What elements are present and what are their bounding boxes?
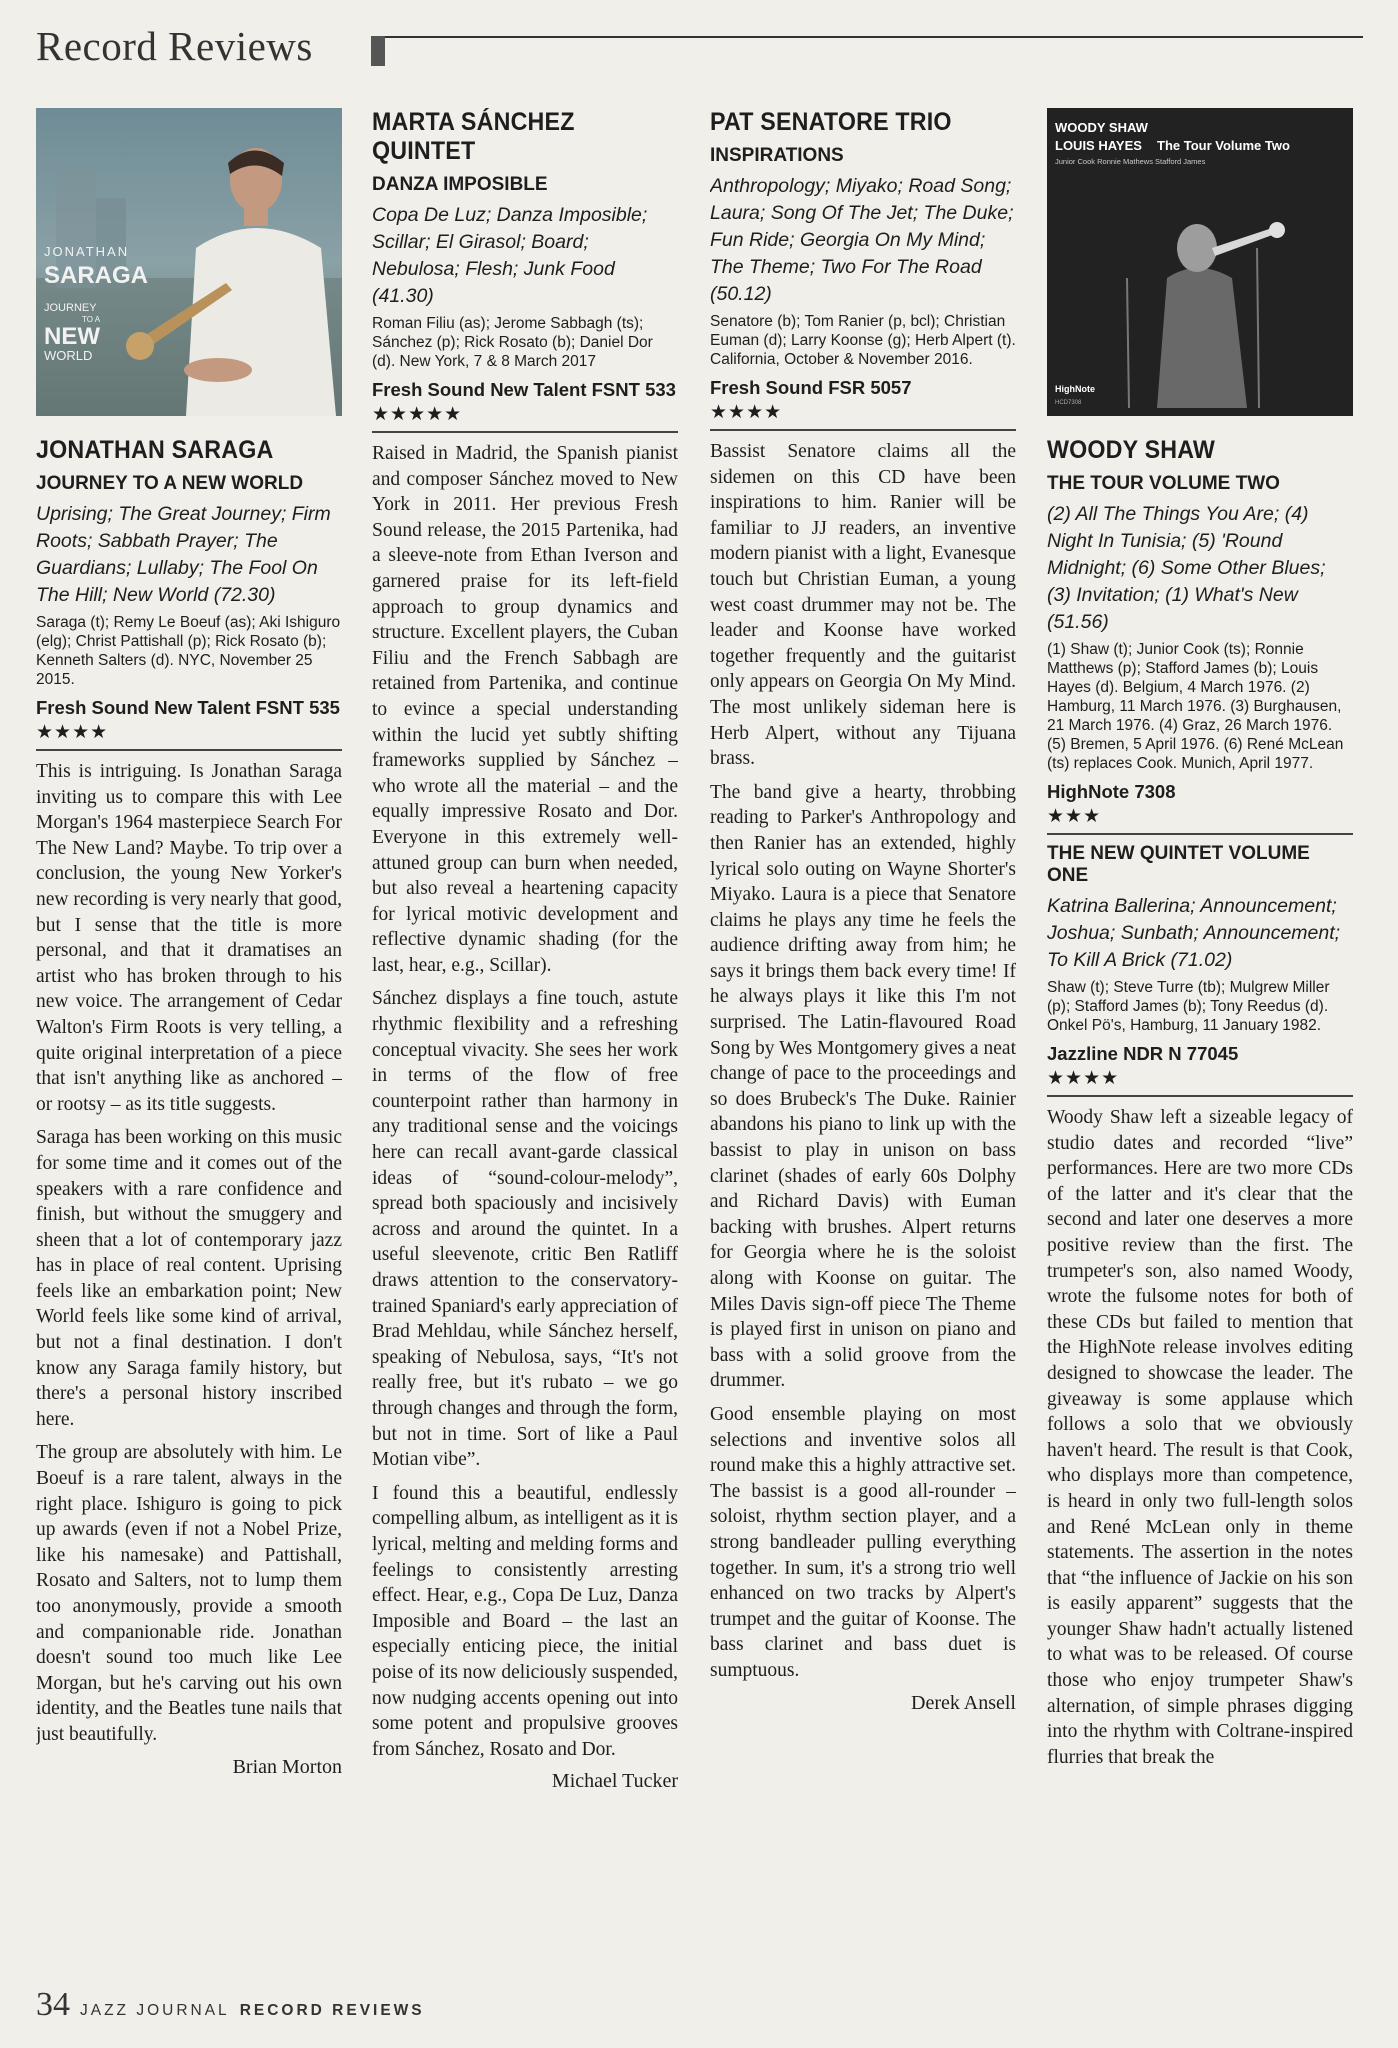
svg-text:TO A: TO A <box>82 315 101 324</box>
star-rating: ★★★★★ <box>372 403 678 433</box>
album-title-2: THE NEW QUINTET VOLUME ONE <box>1047 843 1310 886</box>
page-footer <box>36 1986 425 2024</box>
track-list: Uprising; The Great Journey; Firm Roots; Sabbath Prayer; The Guardians; Lullaby; The Fool On The Hill; New World (72.30) <box>36 503 331 606</box>
paragraph: I found this a beautiful, endlessly compelling album, as intelligent as it is lyrical, melting and melding forms and feelings to consistently arresting effect. Hear, e.g., Copa De Luz, Danza Imposible and Board – the last an especially enticing piece, the initial poise of its now deliciously suspended, now nudging accents opening out into some potent and propulsive grooves from Sánchez, Rosato and Dor. <box>372 1482 678 1760</box>
paragraph: Good ensemble playing on most selections and inventive solos all round make this a highly attractive set. The bassist is a good all-rounder – soloist, rhythm section player, and a strong bandleader pulling everything together. In sum, it's a strong trio well enhanced on two tracks by Alpert's trumpet and the guitar of Koonse. The bass clarinet and bass duet is sumptuous. <box>710 1403 1016 1681</box>
record-label: Fresh Sound New Talent FSNT 535 <box>36 697 340 718</box>
album-cover-woody-shaw <box>1047 108 1353 416</box>
record-label: HighNote 7308 <box>1047 781 1176 802</box>
section-name-text: RECORD REVIEWS <box>239 2002 425 2019</box>
track-list: Anthropology; Miyako; Road Song; Laura; Song Of The Jet; The Duke; Fun Ride; Georgia On My Mind; The Theme; Two For The Road (50.12) <box>710 175 1014 305</box>
paragraph: Saraga has been working on this music for some time and it comes out of the speakers with a rare confidence and finish, but without the smuggery and sheen that a lot of contemporary jazz has in place of real content. Uprising feels like an embarkation point; New World feels like some kind of arrival, but not a final destination. I don't know any Saraga family history, but there's a personal history inscribed here. <box>36 1127 342 1430</box>
title-bar-decoration <box>371 36 385 66</box>
paragraph: The band give a hearty, throbbing reading to Parker's Anthropology and then Ranier has an extended, highly lyrical solo outing on Wayne Shorter's Miyako. Laura is a piece that Senatore claims he plays any time he feels the audience drifting away from him; he says it brings them back every time! If he always plays it like this I'm not surprised. The Latin-flavoured Road Song by Wes Montgomery gives a neat change of pace to the proceedings and so does Brubeck's The Duke. Rainier abandons his piano to link up with the bassist to play in unison on bass clarinet (shades of early 60s Dolphy and Richard Davis) with Euman backing with brushes. Alpert returns for Georgia where he is the soloist along with Koonse on guitar. The Miles Davis sign-off piece The Theme is played first in unison on piano and bass with a solid groove from the drummer. <box>710 781 1016 1392</box>
star-rating: ★★★★ <box>36 721 342 751</box>
album-title: JOURNEY TO A NEW WORLD <box>36 473 304 494</box>
star-rating: ★★★★ <box>710 401 1016 431</box>
personnel: Roman Filiu (as); Jerome Sabbagh (ts); Sánchez (p); Rick Rosato (b); Daniel Dor (d). New York, 7 & 8 March 2017 <box>372 315 653 370</box>
svg-text:JONATHAN: JONATHAN <box>44 244 130 259</box>
magazine-name: JAZZ JOURNAL <box>80 2002 230 2019</box>
track-list-2: Katrina Ballerina; Announcement; Joshua; Sunbath; Announcement; To Kill A Brick (71.02) <box>1047 895 1341 971</box>
svg-text:NEW: NEW <box>44 323 100 350</box>
personnel: (1) Shaw (t); Junior Cook (ts); Ronnie Matthews (p); Stafford James (b); Louis Hayes (d). Belgium, 4 March 1976. (2) Hamburg, 11 March 1976. (3) Burghausen, 21 March 1976. (4) Graz, 26 March 1976. (5) Bremen, 5 April 1976. (6) René McLean (ts) replaces Cook. Munich, April 1977. <box>1047 641 1344 772</box>
reviewer-name: Brian Morton <box>232 1755 342 1778</box>
track-list: Copa De Luz; Danza Imposible; Scillar; El Girasol; Board; Nebulosa; Flesh; Junk Food (41.30) <box>372 204 648 307</box>
svg-text:SARAGA: SARAGA <box>44 262 149 289</box>
review-jonathan-saraga <box>36 108 342 1972</box>
personnel: Saraga (t); Remy Le Boeuf (as); Aki Ishiguro (elg); Christ Pattishall (p); Rick Rosato (b); Kenneth Salters (d). NYC, November 25 2015. <box>36 614 341 688</box>
paragraph: This is intriguing. Is Jonathan Saraga inviting us to compare this with Lee Morgan's 1964 masterpiece Search For The New Land? Maybe. To trip over a conclusion, the young New Yorker's new recording is very nearly that good, but I sense that the title is more personal, and that it dramatises an artist who has broken through to his new voice. The arrangement of Cedar Walton's Firm Roots is very telling, a quite original interpretation of a piece that isn't anything like as anchored – or rootsy – as its title suggests. <box>36 761 342 1115</box>
record-label: Fresh Sound FSR 5057 <box>710 377 912 398</box>
reviewer-name: Derek Ansell <box>911 1691 1016 1714</box>
svg-text:The Tour Volume Two: The Tour Volume Two <box>1157 138 1290 153</box>
album-title: THE TOUR VOLUME TWO <box>1047 473 1280 494</box>
svg-text:LOUIS HAYES: LOUIS HAYES <box>1055 138 1142 153</box>
review-body <box>372 441 678 1762</box>
svg-text:HCD7308: HCD7308 <box>1055 400 1082 406</box>
review-marta-sanchez <box>372 108 678 1972</box>
svg-text:WORLD: WORLD <box>44 348 93 363</box>
artist-name: JONATHAN SARAGA <box>36 436 274 464</box>
review-pat-senatore <box>710 108 1016 1972</box>
album-cover-saraga <box>36 108 342 416</box>
review-body <box>710 439 1016 1684</box>
review-woody-shaw <box>1047 108 1353 1972</box>
paragraph: Sánchez displays a fine touch, astute rhythmic flexibility and a refreshing conceptual vivacity. She sees her work in terms of the flow of free counterpoint rather than harmony in any traditional sense and the voicings here can recall avant-garde classical ideas of “sound-colour-melody”, spread both spaciously and incisively across and around the quintet. In a useful sleevenote, critic Ben Ratliff draws attention to the conservatory-trained Spaniard's early appreciation of Brad Mehldau, while Sánchez herself, speaking of Nebulosa, says, “It's not really free, but it's rubato – we go through changes and through the form, but not in time. Sort of like a Paul Motian vibe”. <box>372 988 678 1471</box>
section-name <box>240 2002 425 2020</box>
paragraph: The group are absolutely with him. Le Boeuf is a rare talent, always in the right place. Ishiguro is going to pick up awards (even if not a Nobel Prize, like his namesake) and Pattishall, Rosato and Salters, not to lump them too anonymously, provide a smooth and companionable ride. Jonathan doesn't sound too much like Lee Morgan, but he's carving out his own identity, and the Beatles tune nails that just beautifully. <box>36 1442 342 1745</box>
personnel: Senatore (b); Tom Ranier (p, bcl); Christian Euman (d); Larry Koonse (g); Herb Alpert (t). California, October & November 2016. <box>710 313 1016 368</box>
personnel-2: Shaw (t); Steve Turre (tb); Mulgrew Miller (p); Stafford James (b); Tony Reedus (d). Onkel Pö's, Hamburg, 11 January 1982. <box>1047 979 1330 1034</box>
svg-text:Junior Cook Ronnie Mathews S: Junior Cook Ronnie Mathews Stafford James <box>1055 157 1206 166</box>
record-label-2: Jazzline NDR N 77045 <box>1047 1043 1239 1064</box>
paragraph: Bassist Senatore claims all the sidemen on this CD have been inspirations to him. Ranier will be familiar to JJ readers, an inventive modern pianist with a light, Evanesque touch but Christian Euman, a young west coast drummer may not be. The leader and Koonse have worked together frequently and the guitarist only appears on Georgia On My Mind. The most unlikely sideman here is Herb Alpert, without any Tijuana brass. <box>710 441 1016 770</box>
review-body <box>1047 1105 1353 1770</box>
record-label: Fresh Sound New Talent FSNT 533 <box>372 379 676 400</box>
track-list: (2) All The Things You Are; (4) Night In Tunisia; (5) 'Round Midnight; (6) Some Other Blues; (3) Invitation; (1) What's New (51.56) <box>1047 503 1326 633</box>
page-title: Record Reviews <box>36 23 313 69</box>
star-rating-2: ★★★★ <box>1047 1067 1353 1097</box>
paragraph: Woody Shaw left a sizeable legacy of studio dates and recorded “live” performances. Here are two more CDs of the latter and it's clear that the second and later one deserves a more positive review than the first. The trumpeter's son, also named Woody, wrote the fulsome notes for both of these CDs but failed to mention that the HighNote release involves editing designed to showcase the leader. The giveaway is some applause which follows a solo that we obviously haven't heard. The result is that Cook, who displays more than competence, is heard in only two full-length solos and René McLean only in theme statements. The assertion in the notes that “the influence of Jackie on his son is easily apparent” suggests that the younger Shaw hadn't actually listened to what was to be released. Of course those who enjoy trumpeter Shaw's alternation, of simple phrases digging into the rhythm with Coltrane-inspired flurries that break the <box>1047 1107 1353 1768</box>
star-rating: ★★★ <box>1047 805 1353 835</box>
artist-name: MARTA SÁNCHEZ QUINTET <box>372 108 575 165</box>
artist-name: WOODY SHAW <box>1047 436 1216 464</box>
review-body <box>36 759 342 1748</box>
album-title: DANZA IMPOSIBLE <box>372 174 548 195</box>
paragraph: Raised in Madrid, the Spanish pianist and composer Sánchez moved to New York in 2011. Her previous Fresh Sound release, the 2015 Partenika, had a sleeve-note from Ethan Iverson and garnered praise for its left-field approach to group dynamics and structure. Excellent players, the Cuban Filiu and the French Sabbagh are retained from Partenika, and continue to evince a special understanding within the lucid yet subtly shifting frameworks supplied by Sánchez – who wrote all the material – and the equally impressive Rosato and Dor. Everyone in this extremely well-attuned group can burn when needed, but also reveal a heartening capacity for lyrical motivic development and reflective dynamic shading (for the last, hear, e.g., Scillar). <box>372 443 678 976</box>
title-rule <box>385 36 1363 38</box>
svg-text:HighNote: HighNote <box>1055 384 1095 394</box>
page-number: 34 <box>36 1986 70 2023</box>
reviewer-name: Michael Tucker <box>551 1770 678 1793</box>
album-title: INSPIRATIONS <box>710 145 844 166</box>
svg-text:WOODY SHAW: WOODY SHAW <box>1055 120 1148 135</box>
svg-text:JOURNEY: JOURNEY <box>44 302 97 314</box>
artist-name: PAT SENATORE TRIO <box>710 108 952 136</box>
